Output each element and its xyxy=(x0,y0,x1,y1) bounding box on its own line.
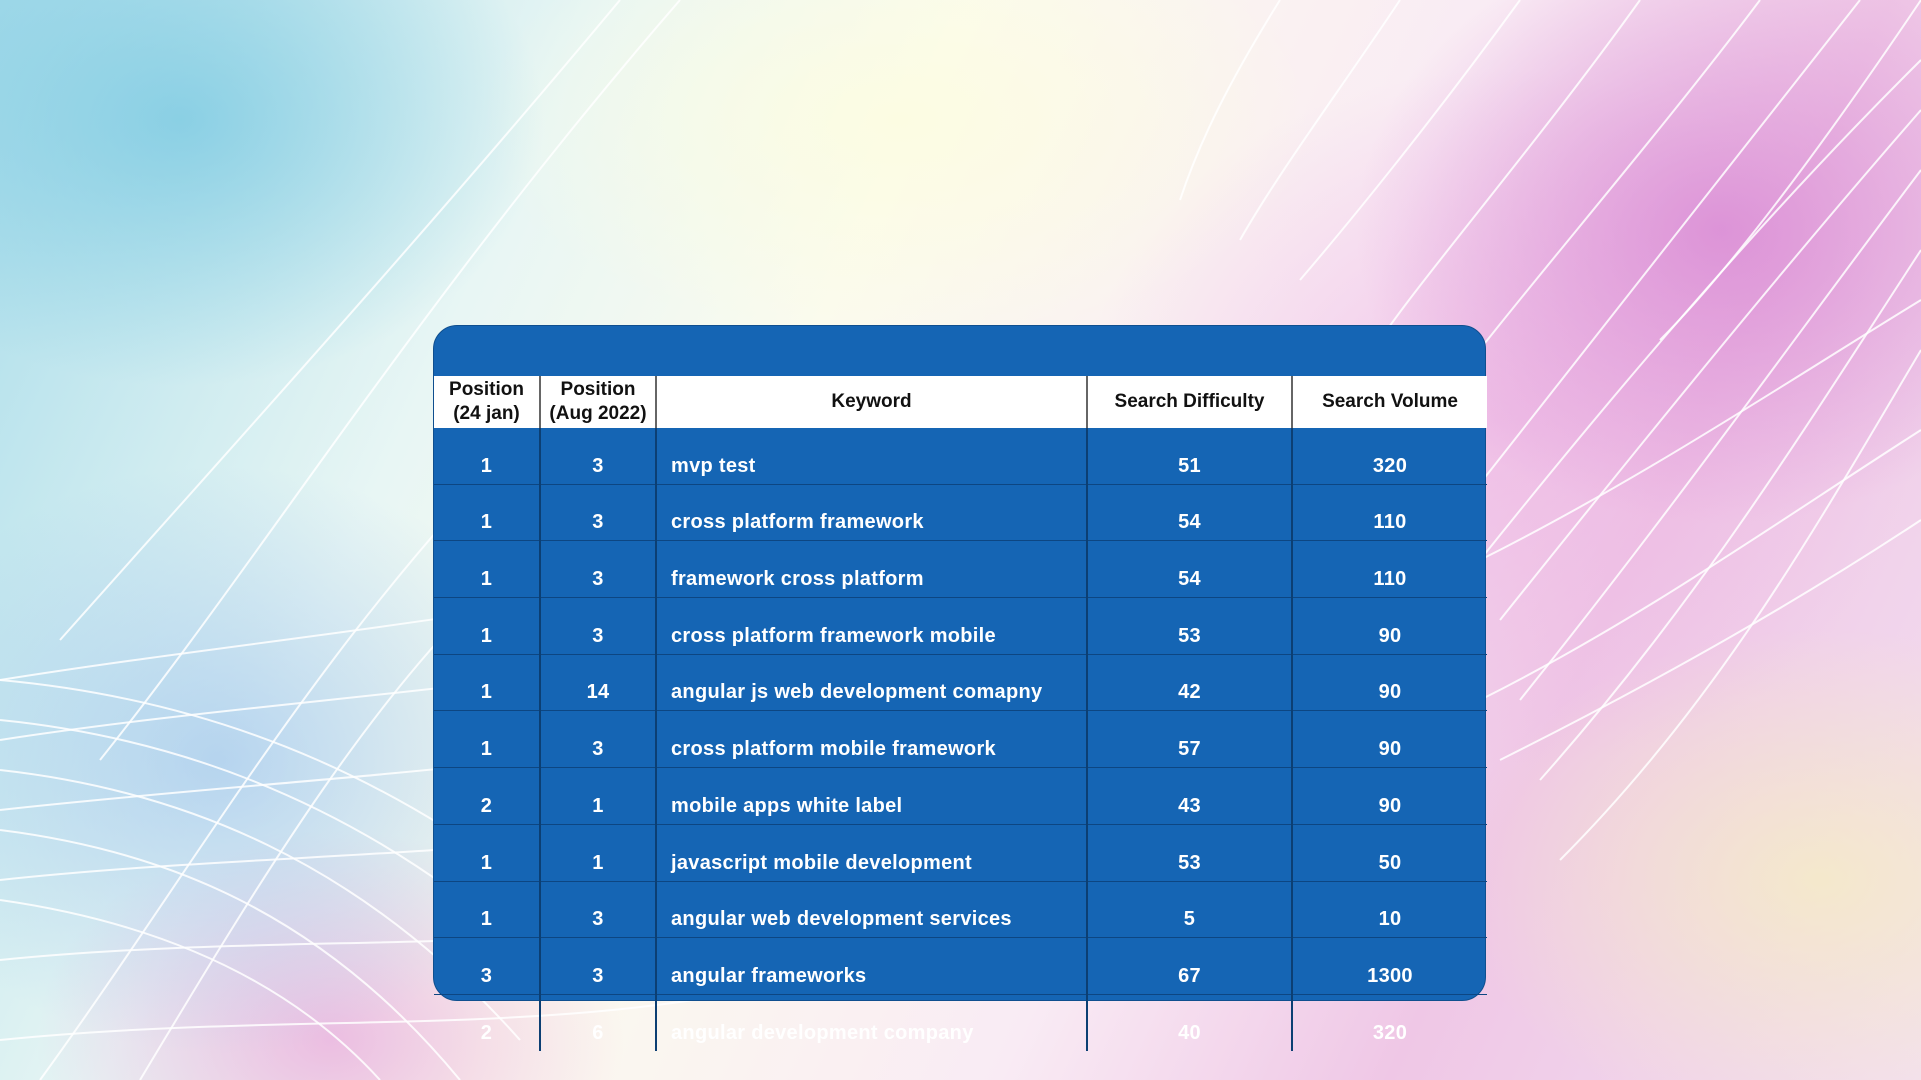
cell-position-jan: 1 xyxy=(434,428,540,484)
table-row xyxy=(434,484,1487,541)
table-row xyxy=(434,598,1487,655)
cell-position-jan: 1 xyxy=(434,711,540,768)
cell-keyword: framework cross platform xyxy=(656,541,1087,598)
cell-position-aug: 3 xyxy=(540,428,656,484)
cell-search-volume: 90 xyxy=(1292,598,1487,655)
cell-search-difficulty: 40 xyxy=(1087,994,1292,1050)
header-position-jan-line2: (24 jan) xyxy=(453,403,520,424)
header-search-difficulty: Search Difficulty xyxy=(1087,376,1292,428)
cell-position-aug: 3 xyxy=(540,598,656,655)
cell-keyword: cross platform framework mobile xyxy=(656,598,1087,655)
cell-position-aug: 1 xyxy=(540,824,656,881)
cell-position-jan: 1 xyxy=(434,598,540,655)
cell-position-aug: 14 xyxy=(540,654,656,711)
cell-search-volume: 110 xyxy=(1292,484,1487,541)
table-row xyxy=(434,654,1487,711)
cell-search-difficulty: 43 xyxy=(1087,768,1292,825)
cell-position-aug: 6 xyxy=(540,994,656,1050)
cell-keyword: angular development company xyxy=(656,994,1087,1050)
cell-position-aug: 3 xyxy=(540,938,656,995)
header-position-jan-line1: Position xyxy=(449,379,524,400)
cell-search-volume: 90 xyxy=(1292,768,1487,825)
cell-keyword: angular frameworks xyxy=(656,938,1087,995)
cell-search-volume: 90 xyxy=(1292,654,1487,711)
cell-keyword: cross platform mobile framework xyxy=(656,711,1087,768)
cell-search-difficulty: 53 xyxy=(1087,824,1292,881)
cell-search-difficulty: 57 xyxy=(1087,711,1292,768)
table-row xyxy=(434,428,1487,484)
cell-search-volume: 320 xyxy=(1292,428,1487,484)
cell-position-aug: 3 xyxy=(540,711,656,768)
cell-search-volume: 320 xyxy=(1372,1021,1408,1044)
cell-position-jan: 2 xyxy=(434,994,540,1050)
table-row xyxy=(434,541,1487,598)
cell-search-volume: 1300 xyxy=(1292,938,1487,995)
cell-position-jan: 1 xyxy=(434,541,540,598)
cell-search-difficulty: 54 xyxy=(1087,541,1292,598)
cell-position-jan: 1 xyxy=(434,881,540,938)
cell-search-difficulty: 53 xyxy=(1087,598,1292,655)
cell-keyword: mobile apps white label xyxy=(656,768,1087,825)
cell-search-difficulty: 54 xyxy=(1087,484,1292,541)
cell-search-difficulty: 5 xyxy=(1087,881,1292,938)
header-position-aug-line2: (Aug 2022) xyxy=(549,403,647,424)
cell-keyword: javascript mobile development xyxy=(656,824,1087,881)
table-header-row xyxy=(434,376,1487,428)
header-position-aug-line1: Position xyxy=(560,379,636,400)
cell-search-volume: 90 xyxy=(1292,711,1487,768)
cell-search-volume: 10 xyxy=(1292,881,1487,938)
table-row xyxy=(434,938,1487,995)
cell-keyword: cross platform framework xyxy=(656,484,1087,541)
cell-search-volume: 50 xyxy=(1292,824,1487,881)
cell-keyword: angular web development services xyxy=(656,881,1087,938)
table-row xyxy=(434,711,1487,768)
cell-search-difficulty: 42 xyxy=(1087,654,1292,711)
cell-position-jan: 1 xyxy=(434,654,540,711)
cell-position-jan: 1 xyxy=(434,484,540,541)
cell-search-volume: 110 xyxy=(1292,541,1487,598)
keyword-ranking-table-card xyxy=(433,325,1486,1044)
table-title-bar xyxy=(434,326,1485,376)
table-row xyxy=(434,881,1487,938)
cell-keyword: angular js web development comapny xyxy=(656,654,1087,711)
table-row xyxy=(434,768,1487,825)
cell-position-aug: 3 xyxy=(540,541,656,598)
cell-position-jan: 3 xyxy=(434,938,540,995)
header-search-volume: Search Volume xyxy=(1292,376,1487,428)
cell-search-difficulty: 51 xyxy=(1087,428,1292,484)
header-position-jan xyxy=(434,376,540,428)
cell-position-aug: 1 xyxy=(540,768,656,825)
header-keyword: Keyword xyxy=(656,376,1087,428)
cell-position-jan: 2 xyxy=(434,768,540,825)
header-position-aug xyxy=(540,376,656,428)
cell-position-aug: 3 xyxy=(540,484,656,541)
cell-search-difficulty: 67 xyxy=(1087,938,1292,995)
cell-position-jan: 1 xyxy=(434,824,540,881)
table-row xyxy=(434,824,1487,881)
cell-position-aug: 3 xyxy=(540,881,656,938)
cell-keyword: mvp test xyxy=(656,428,1087,484)
keyword-ranking-table xyxy=(434,376,1487,1051)
table-row xyxy=(434,994,1487,1050)
